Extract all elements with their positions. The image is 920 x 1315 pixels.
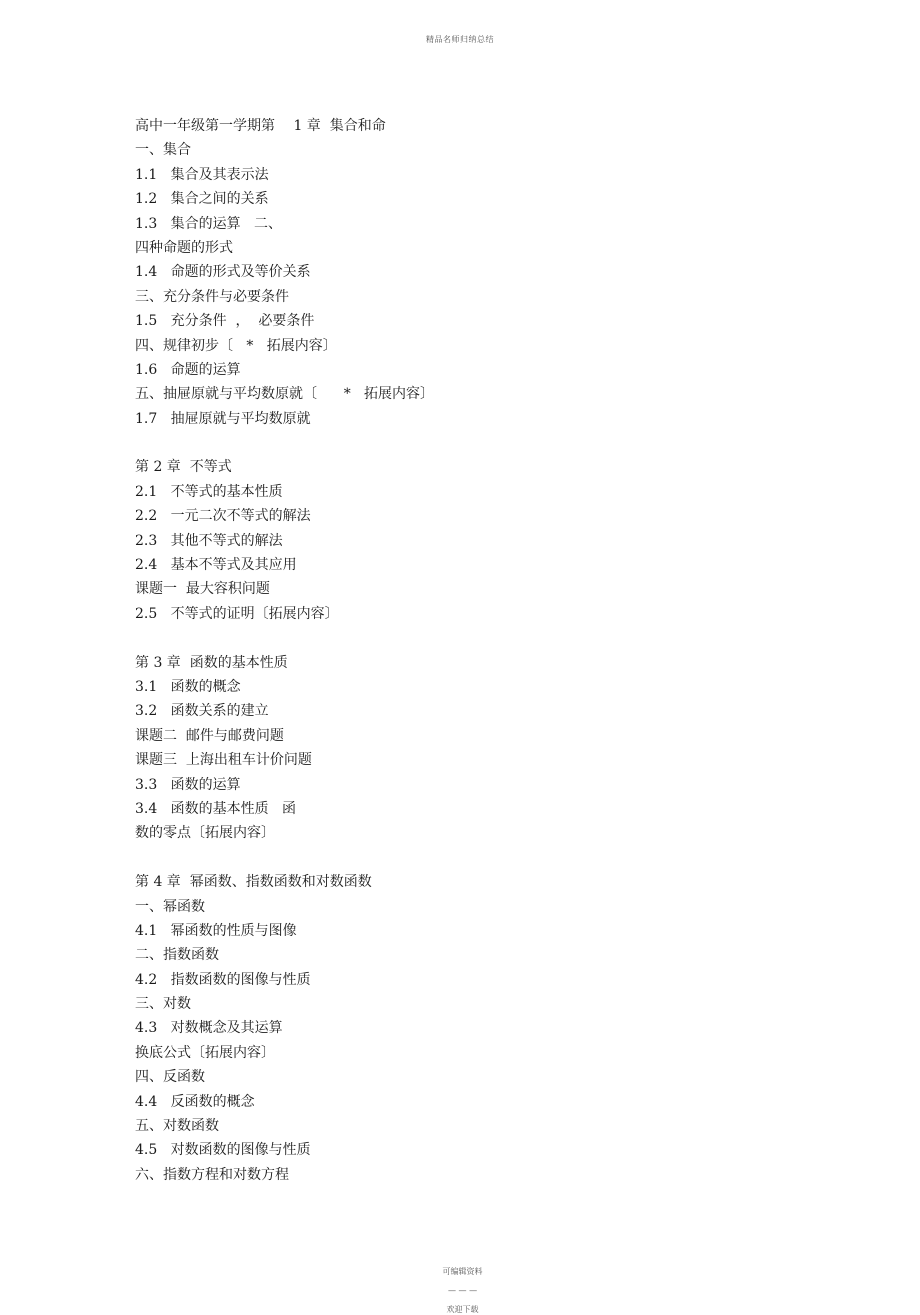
text-line: 一、幂函数 [135,898,205,915]
text-line: 2.2 一元二次不等式的解法 [135,508,311,525]
text-line: 1.6 命题的运算 [135,361,241,378]
text-line: 三、对数 [135,996,191,1013]
text-line: 2.3 其他不等式的解法 [135,532,283,549]
text-line: 2.1 不等式的基本性质 [135,483,283,500]
text-line: 换底公式〔拓展内容〕 [135,1044,275,1061]
page-header: 精品名师归纳总结 [426,35,494,44]
text-line: 2.5 不等式的证明〔拓展内容〕 [135,605,339,622]
text-line: 4.1 幂函数的性质与图像 [135,922,297,939]
text-line: 第 2 章 不等式 [135,459,232,476]
text-line: 六、指数方程和对数方程 [135,1166,289,1183]
text-line: 1.2 集合之间的关系 [135,191,269,208]
text-line: 1.4 命题的形式及等价关系 [135,264,311,281]
text-line: 四、规律初步〔 * 拓展内容〕 [135,337,337,354]
text-line: 四、反函数 [135,1069,205,1086]
text-line: 课题一 最大容积问题 [135,581,270,598]
text-line: 数的零点〔拓展内容〕 [135,825,275,842]
text-line: 3.3 函数的运算 [135,776,241,793]
document-body [135,114,835,1187]
text-line: 五、对数函数 [135,1118,219,1135]
text-line: 4.2 指数函数的图像与性质 [135,971,311,988]
text-line: 四种命题的形式 [135,239,233,256]
text-line: 3.2 函数关系的建立 [135,703,269,720]
page-footer [0,1257,920,1315]
text-line: 二、指数函数 [135,947,219,964]
footer-dashes: — — — [448,1286,478,1295]
footer-left-text: 可编辑资料 [442,1267,483,1276]
text-line: 五、抽屉原就与平均数原就〔 * 拓展内容〕 [135,386,435,403]
text-line: 课题二 邮件与邮费问题 [135,727,284,744]
text-line: 4.5 对数函数的图像与性质 [135,1142,311,1159]
text-line: 1.5 充分条件 ， 必要条件 [135,313,315,330]
text-line: 第 4 章 幂函数、指数函数和对数函数 [135,874,372,891]
text-line: 第 3 章 函数的基本性质 [135,654,288,671]
footer-right-text: 欢迎下载 [446,1305,479,1314]
text-line: 3.1 函数的概念 [135,678,241,695]
text-line: 1.3 集合的运算 二、 [135,215,282,232]
blank-line [135,431,835,455]
text-line: 1.1 集合及其表示法 [135,166,269,183]
blank-line [135,846,835,870]
blank-line [135,626,835,650]
text-line: 1.7 抽屉原就与平均数原就 [135,410,311,427]
text-line: 课题三 上海出租车计价问题 [135,752,312,769]
text-line: 三、充分条件与必要条件 [135,288,289,305]
text-line: 4.4 反函数的概念 [135,1093,255,1110]
text-line: 4.3 对数概念及其运算 [135,1020,283,1037]
text-line: 一、集合 [135,142,191,159]
text-line: 高中一年级第一学期第 1 章 集合和命 [135,118,386,134]
text-line: 3.4 函数的基本性质 函 [135,800,296,817]
text-line: 2.4 基本不等式及其应用 [135,557,297,574]
